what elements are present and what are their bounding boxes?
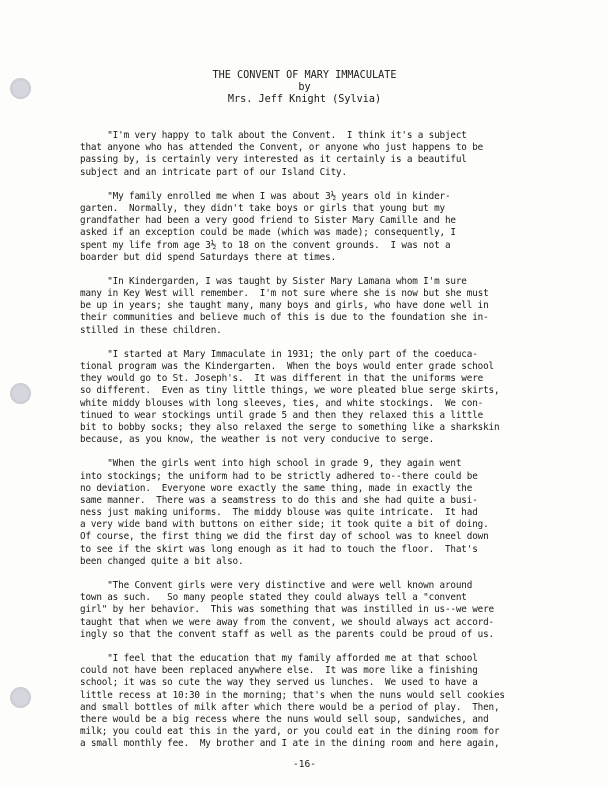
text-line: to see if the skirt was long enough as it had to touch the floor. That's [80, 543, 478, 555]
paragraph [80, 458, 580, 568]
text-line: into stockings; the uniform had to be strictly adhered to--there could be [80, 470, 478, 482]
paragraph [80, 653, 580, 751]
text-line: could not have been replaced anywhere else. It was more like a finishing [80, 665, 478, 677]
text-line: their communities and believe much of this is due to the foundation she in- [80, 312, 489, 324]
text-line: little recess at 10:30 in the morning; that's when the nuns would sell cookies [80, 689, 505, 701]
text-line: tional program was the Kindergarten. When the boys would enter grade school [80, 361, 494, 372]
text-line: passing by, is certainly very interested as it certainly is a beautiful [80, 154, 467, 166]
text-line: "When the girls went into high school in grade 9, they again went [80, 458, 462, 470]
text-line: milk; you could eat this in the yard, or you could eat in the dining room for [80, 726, 500, 738]
text-line: ness just making uniforms. The middy blouse was quite intricate. It had [80, 507, 478, 519]
byline-by: by [298, 82, 311, 93]
text-line: so different. Even as tiny little things, we wore pleated blue serge skirts, [80, 385, 500, 397]
text-line: taught that when we were away from the convent, we should always act accord- [80, 616, 494, 628]
text-line: no deviation. Everyone wore exactly the same thing, made in exactly the [80, 482, 473, 494]
text-line: ingly so that the convent staff as well as the parents could be proud of us. [80, 628, 494, 640]
paragraph [80, 191, 580, 264]
text-line: asked if an exception could be made (which was made); consequently, I [80, 227, 456, 239]
text-line: stilled in these children. [80, 324, 222, 336]
punch-hole [10, 383, 31, 404]
paragraph [80, 349, 580, 447]
title-block [0, 70, 609, 106]
text-line: bit to bobby socks; they also relaxed the serge to something like a sharkskin [80, 421, 500, 433]
text-line: and small bottles of milk after which there would be a period of play. Then, [80, 701, 500, 713]
text-line: girl" by her behavior. This was something that was instilled in us--we were [80, 604, 494, 616]
text-line: Of course, the first thing we did the first day of school was to kneel down [80, 531, 489, 543]
text-line: they would go to St. Joseph's. It was different in that the uniforms were [80, 373, 484, 385]
text-line: "I feel that the education that my family afforded me at that school [80, 652, 478, 664]
text-line: "I started at Mary Immaculate in 1931; the only part of the coeduca- [80, 348, 478, 360]
document-title: THE CONVENT OF MARY IMMACULATE [212, 70, 397, 81]
paragraph [80, 580, 580, 641]
text-line: tinued to wear stockings until grade 5 and then they relaxed this a little [80, 409, 484, 421]
text-line: "The Convent girls were very distinctive and were well known around [80, 580, 473, 591]
page-number: -16- [293, 759, 316, 770]
text-line: "I'm very happy to talk about the Convent. I think it's a subject [80, 130, 467, 141]
text-line: white middy blouses with long sleeves, ties, and white stockings. We con- [80, 397, 484, 409]
text-line: boarder but did spend Saturdays there at times. [80, 251, 337, 263]
text-line: many in Key West will remember. I'm not sure where she is now but she must [80, 288, 489, 300]
text-line: same manner. There was a seamstress to do this and she had quite a busi- [80, 494, 478, 506]
text-line: garten. Normally, they didn't take boys or girls that young but my [80, 202, 445, 214]
punch-hole [10, 687, 31, 708]
paragraph [80, 276, 580, 337]
paragraph [80, 130, 580, 179]
author-name: Mrs. Jeff Knight (Sylvia) [227, 94, 382, 105]
text-line: there would be a big recess where the nuns would sell soup, sandwiches, and [80, 713, 489, 725]
text-line: spent my life from age 3½ to 18 on the convent grounds. I was not a [80, 239, 451, 251]
text-line: town as such. So many people stated they could always tell a "convent [80, 592, 467, 604]
text-line: grandfather had been a very good friend to Sister Mary Camille and he [80, 215, 456, 227]
body-text [80, 130, 580, 762]
text-line: a very wide band with buttons on either side; it took quite a bit of doing. [80, 519, 489, 531]
text-line: school; it was so cute the way they served us lunches. We used to have a [80, 677, 478, 689]
text-line: been changed quite a bit also. [80, 555, 244, 567]
text-line: "In Kindergarden, I was taught by Sister Mary Lamana whom I'm sure [80, 275, 467, 287]
text-line: be up in years; she taught many, many boys and girls, who have done well in [80, 300, 489, 312]
text-line: a small monthly fee. My brother and I ate in the dining room and here again, [80, 738, 500, 750]
text-line: that anyone who has attended the Convent, or anyone who just happens to be [80, 142, 484, 154]
text-line: because, as you know, the weather is not very conducive to serge. [80, 434, 435, 446]
text-line: subject and an intricate part of our Island City. [80, 166, 347, 178]
text-line: "My family enrolled me when I was about 3½ years old in kinder- [80, 190, 451, 202]
